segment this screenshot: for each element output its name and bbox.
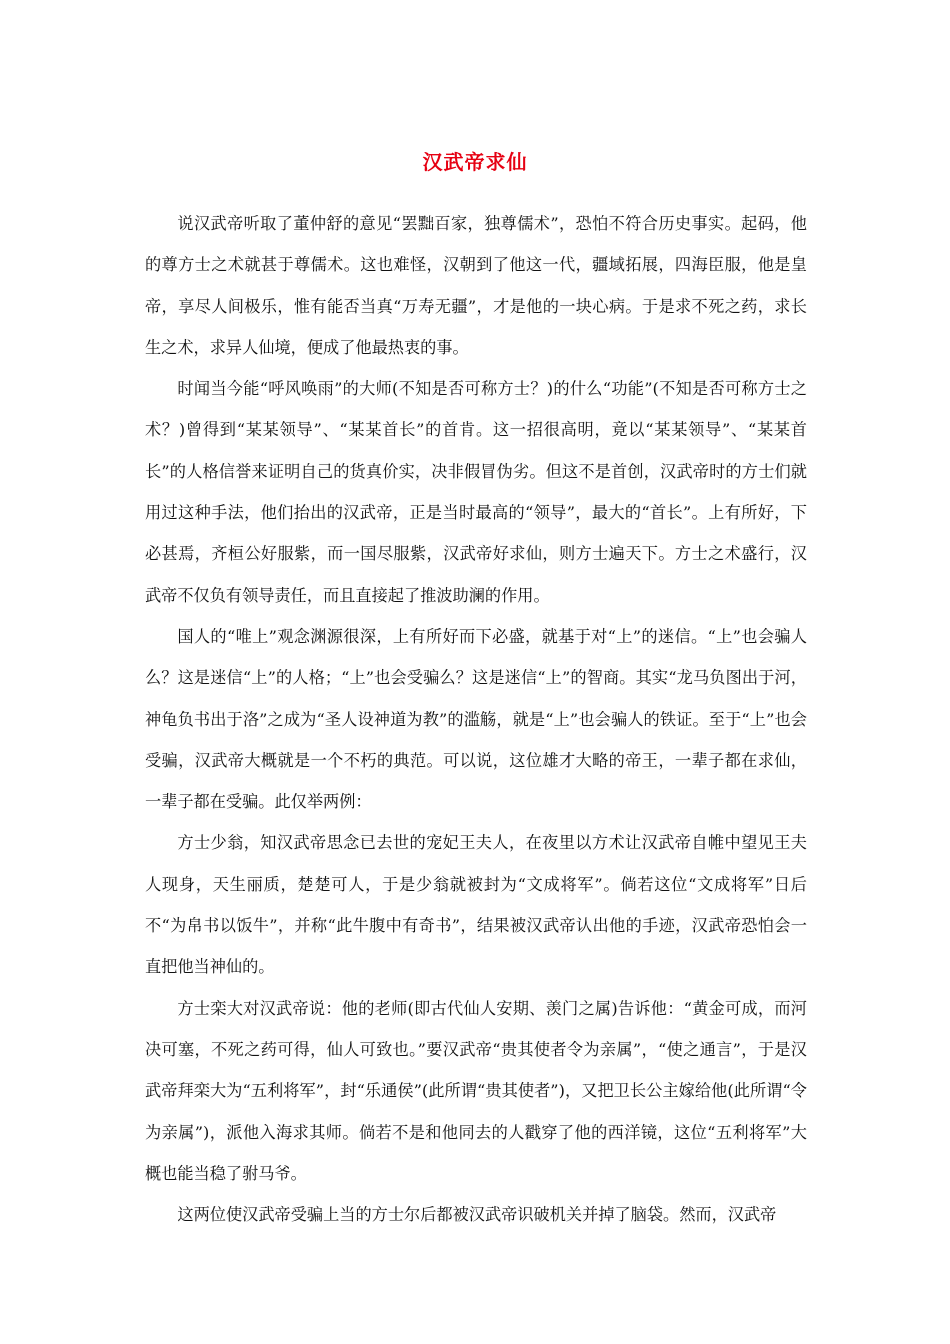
paragraph: 这两位使汉武帝受骗上当的方士尔后都被汉武帝识破机关并掉了脑袋。然而，汉武帝 [177, 1205, 777, 1225]
paragraph: 国人的“唯上”观念渊源很深，上有所好而下必盛，就基于对“上”的迷信。“上”也会骗人么？这是迷信“上”的人格；“上”也会受骗么？这是迷信“上”的智商。其实“龙马负图出于河，神龟负书出于洛”之成为“圣人设神道为教”的滥觞，就是“上”也会骗人的铁证。至于“上”也会受骗，汉武帝大概就是一个不朽的典范。可以说，这位雄才大略的帝王，一辈子都在求仙，一辈子都在受骗。此仅举两例： [145, 626, 807, 812]
document-title: 汉武帝求仙 [422, 150, 528, 174]
paragraph: 方士少翁，知汉武帝思念已去世的宠妃王夫人，在夜里以方术让汉武帝自帷中望见王夫人现身，天生丽质，楚楚可人，于是少翁就被封为“文成将军”。倘若这位“文成将军”日后不“为帛书以饭牛”，并称“此牛腹中有奇书”，结果被汉武帝认出他的手迹，汉武帝恐怕会一直把他当神仙的。 [145, 833, 807, 977]
paragraph: 方士栾大对汉武帝说：他的老师(即古代仙人安期、羡门之属)告诉他：“黄金可成，而河决可塞，不死之药可得，仙人可致也。”要汉武帝“贵其使者令为亲属”，“使之通言”，于是汉武帝拜栾大为“五利将军”，封“乐通侯”(此所谓“贵其使者”)，又把卫长公主嫁给他(此所谓“令为亲属”)，派他入海求其师。倘若不是和他同去的人戳穿了他的西洋镜，这位“五利将军”大概也能当稳了驸马爷。 [145, 998, 807, 1183]
document-body [145, 203, 807, 1235]
paragraph: 说汉武帝听取了董仲舒的意见“罢黜百家，独尊儒术”，恐怕不符合历史事实。起码，他的尊方士之术就甚于尊儒术。这也难怪，汉朝到了他这一代，疆域拓展，四海臣服，他是皇帝，享尽人间极乐，惟有能否当真“万寿无疆”，才是他的一块心病。于是求不死之药，求长生之术，求异人仙境，便成了他最热衷的事。 [145, 214, 807, 357]
paragraph: 时闻当今能“呼风唤雨”的大师(不知是否可称方士？)的什么“功能”(不知是否可称方士之术？)曾得到“某某领导”、“某某首长”的首肯。这一招很高明，竟以“某某领导”、“某某首长”的人格信誉来证明自己的货真价实，决非假冒伪劣。但这不是首创，汉武帝时的方士们就用过这种手法，他们抬出的汉武帝，正是当时最高的“领导”，最大的“首长”。上有所好，下必甚焉，齐桓公好服紫，而一国尽服紫，汉武帝好求仙，则方士遍天下。方士之术盛行，汉武帝不仅负有领导责任，而且直接起了推波助澜的作用。 [145, 379, 807, 605]
